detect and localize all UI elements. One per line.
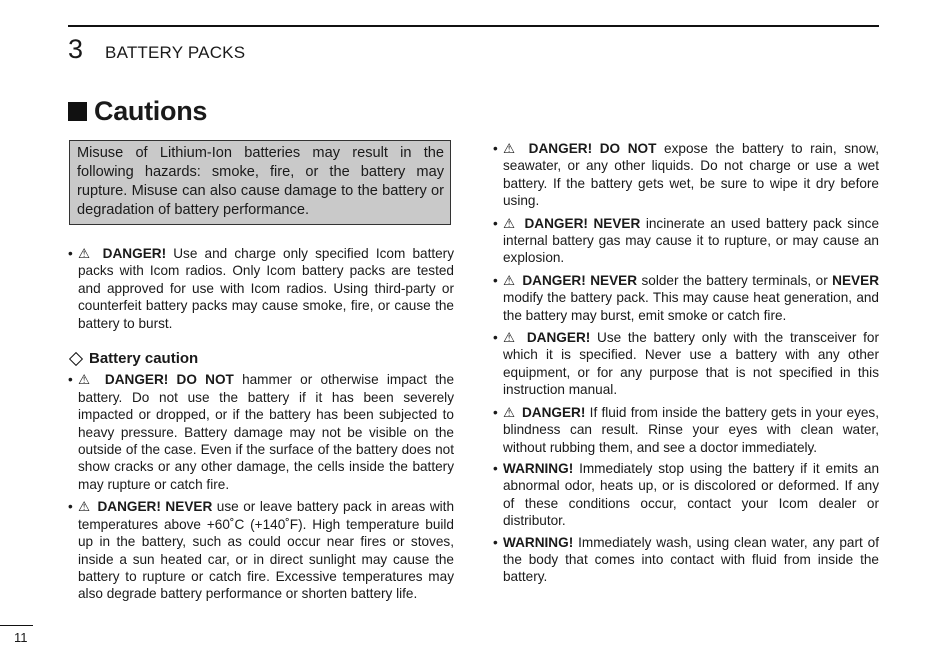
- bullet-dot-icon: •: [493, 330, 498, 346]
- danger-label: DANGER! NEVER: [522, 272, 638, 288]
- bullet-dot-icon: •: [68, 372, 73, 388]
- list-item: [493, 140, 879, 210]
- bullet-text: Use and charge only specified Icom battery packs with Icom radios. Only Icom battery packs are tested and approved for use with Icom radios. Using third-party or counterfeit battery packs may cause smoke, fire, or cause the battery to burst.: [78, 246, 455, 331]
- bullet-dot-icon: •: [493, 460, 498, 476]
- list-item: [493, 460, 879, 530]
- bullet-text: Immediately stop using the battery if it emits an abnormal odor, heats up, or is discolored or deformed. If any of these conditions occur, contact your Icom dealer or distributor.: [503, 460, 879, 529]
- page-number-rule: [0, 625, 33, 626]
- danger-label: DANGER! DO NOT: [528, 141, 657, 156]
- warning-label: WARNING!: [503, 460, 574, 476]
- bullet-dot-icon: •: [493, 272, 498, 288]
- warning-label: WARNING!: [503, 534, 574, 550]
- bullet-dot-icon: •: [493, 141, 498, 156]
- bullet-text: Immediately wash, using clean water, any part of the body that comes into contact with fluid from inside the battery.: [503, 534, 879, 585]
- warning-triangle-icon: ⚠: [503, 272, 516, 288]
- left-column: [68, 140, 454, 603]
- warning-triangle-icon: ⚠: [503, 215, 517, 231]
- bullet-dot-icon: •: [68, 246, 73, 261]
- battery-caution-title: Battery caution: [89, 350, 199, 368]
- bullet-text: hammer or otherwise impact the battery. Do not use the battery if it has been severely impacted or dropped, or if the battery has been subjected to heavy pressure. Battery damage may not be visible on the outside of the case. Even if the surface of the battery does not show cracks or any other damage, the cells inside the battery may rupture or catch fire.: [78, 372, 455, 492]
- danger-label: DANGER!: [521, 404, 586, 420]
- top-rule: [68, 25, 879, 27]
- bullet-dot-icon: •: [493, 215, 498, 231]
- chapter-number: 3: [68, 34, 84, 64]
- warning-triangle-icon: ⚠: [503, 404, 516, 420]
- section-title: Cautions: [94, 96, 208, 126]
- list-item: [493, 272, 879, 324]
- list-item: [493, 534, 879, 586]
- list-item: [493, 404, 879, 456]
- bullet-dot-icon: •: [493, 404, 498, 420]
- right-column: [493, 140, 879, 586]
- page-number: 11: [14, 630, 28, 645]
- square-bullet-icon: [68, 102, 87, 121]
- bullet-text: expose the battery to rain, snow, seawater, or any other liquids. Do not charge or use a wet battery. If the battery gets wet, be sure to wipe it dry before using.: [503, 141, 880, 209]
- danger-label: DANGER! DO NOT: [104, 372, 234, 388]
- list-item: [68, 245, 454, 332]
- chapter-header: [68, 34, 245, 68]
- diamond-icon: [69, 352, 83, 366]
- section-heading: [68, 96, 207, 127]
- warning-triangle-icon: ⚠: [503, 141, 520, 156]
- warning-triangle-icon: ⚠: [78, 246, 94, 261]
- warning-triangle-icon: ⚠: [78, 372, 95, 388]
- warning-box: Misuse of Lithium-Ion batteries may result in the following hazards: smoke, fire, or the battery may rupture. Misuse can also cause damage to the battery or degradation of battery performance.: [69, 140, 451, 225]
- bullet-text: Use the battery only with the transceiver for which it is specified. Never use a battery with any other equipment, or for any purpose that is not specified in this instruction manual.: [503, 330, 880, 398]
- bullet-text: incinerate an used battery pack since internal battery gas may cause it to rupture, or may cause an explosion.: [503, 215, 880, 266]
- battery-caution-heading: [68, 350, 454, 367]
- bullet-dot-icon: •: [493, 534, 498, 550]
- danger-label: DANGER!: [102, 246, 167, 261]
- warning-triangle-icon: ⚠: [503, 330, 519, 346]
- danger-label: DANGER! NEVER: [97, 499, 213, 515]
- bullet-text: modify the battery pack. This may cause heat generation, and the battery may burst, emit smoke or catch fire.: [503, 290, 879, 323]
- bullet-text: use or leave battery pack in areas with temperatures above +60˚C (+140˚F). High temperature build up in the battery, such as could occur near fires or stoves, inside a sun heated car, or in direct sunlight may cause the battery to rupture or catch fire. Excessive temperatures may also degrade battery performance or shorten battery life.: [78, 499, 455, 602]
- bullet-text: If fluid from inside the battery gets in your eyes, blindness can result. Rinse your eyes with clean water, without rubbing them, and see a doctor immediately.: [503, 404, 879, 455]
- list-item: [68, 371, 454, 493]
- danger-label: DANGER!: [526, 330, 591, 346]
- list-item: [68, 498, 454, 602]
- danger-label: DANGER! NEVER: [524, 215, 641, 231]
- list-item: [493, 215, 879, 267]
- list-item: [493, 329, 879, 399]
- bullet-dot-icon: •: [68, 499, 73, 515]
- chapter-title: BATTERY PACKS: [105, 43, 246, 62]
- bullet-text: solder the battery terminals, or: [637, 272, 833, 288]
- never-label: NEVER: [832, 272, 880, 288]
- warning-triangle-icon: ⚠: [78, 499, 91, 515]
